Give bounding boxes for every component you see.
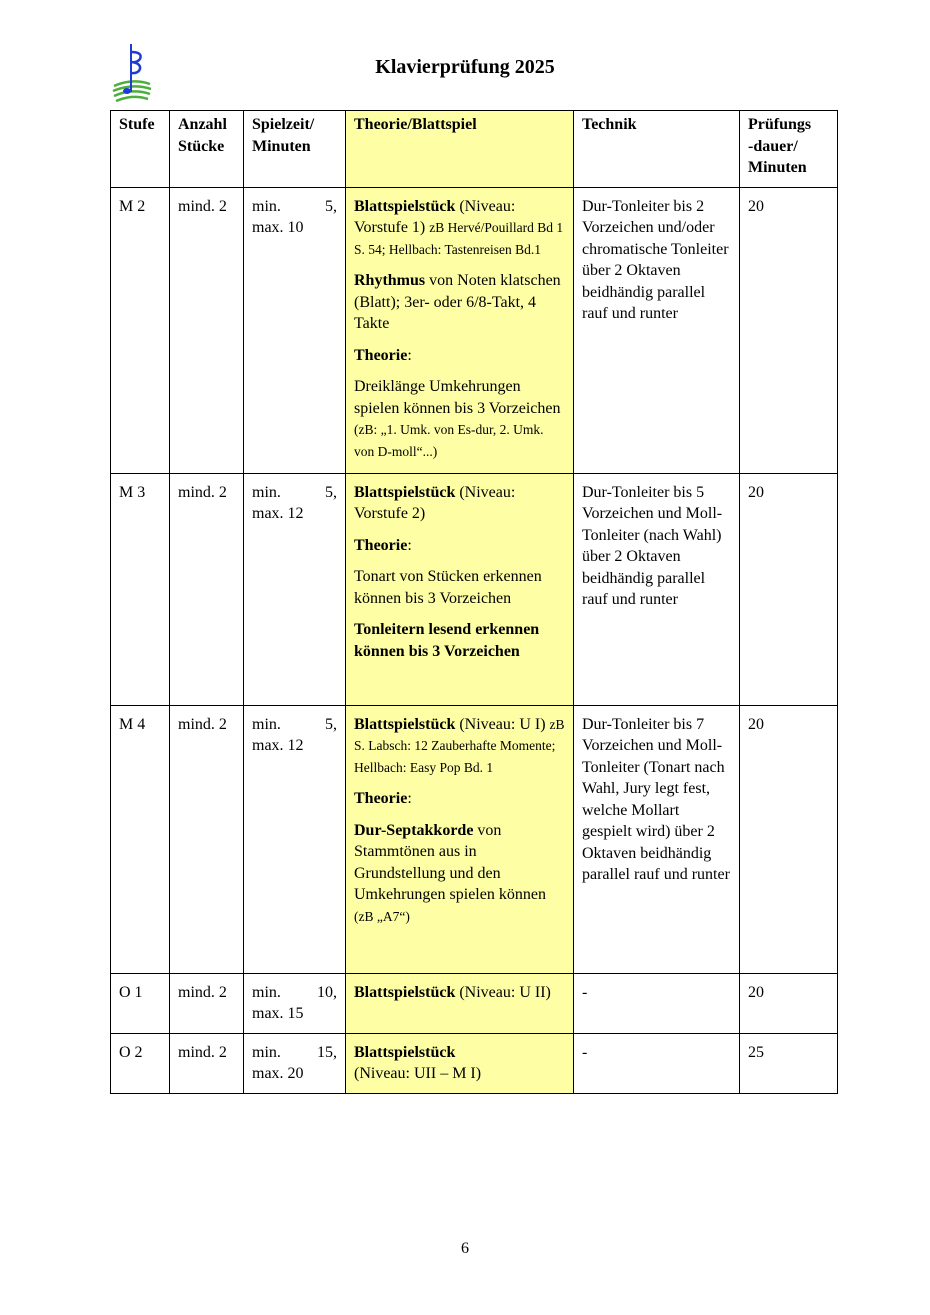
cell-dauer: 20 [740, 187, 838, 473]
cell-stufe: O 1 [111, 973, 170, 1033]
cell-anzahl: mind. 2 [170, 187, 244, 473]
header-anzahl: Anzahl Stücke [170, 111, 244, 188]
page-number: 6 [461, 1240, 469, 1257]
cell-theorie: Blattspielstück (Niveau: Vorstufe 2) Theorie: Tonart von Stücken erkennen können bis 3 Vorzeichen Tonleitern lesend erkennen können bis 3 Vorzeichen [346, 473, 574, 705]
table-header-row [111, 111, 838, 188]
cell-theorie: Blattspielstück (Niveau: U I) zB S. Labsch: 12 Zauberhafte Momente; Hellbach: Easy Pop Bd. 1 Theorie: Dur-Septakkorde von Stammtönen aus in Grundstellung und den Umkehrungen spielen können (zB „A7“) [346, 705, 574, 973]
cell-spielzeit: min. 15, max. 20 [244, 1033, 346, 1093]
table-row [111, 705, 838, 973]
cell-anzahl: mind. 2 [170, 705, 244, 973]
cell-anzahl: mind. 2 [170, 1033, 244, 1093]
cell-spielzeit: min. 5, max. 12 [244, 473, 346, 705]
cell-theorie: Blattspielstück (Niveau: Vorstufe 1) zB Hervé/Pouillard Bd 1 S. 54; Hellbach: Tastenreisen Bd.1 Rhythmus von Noten klatschen (Blatt); 3er- oder 6/8-Takt, 4 Takte Theorie: Dreiklänge Umkehrungen spielen können bis 3 Vorzeichen (zB: „1. Umk. von Es-dur, 2. Umk. von D-moll“...) [346, 187, 574, 473]
cell-spielzeit: min. 10, max. 15 [244, 973, 346, 1033]
header-stufe: Stufe [111, 111, 170, 188]
cell-stufe: O 2 [111, 1033, 170, 1093]
cell-stufe: M 4 [111, 705, 170, 973]
cell-dauer: 20 [740, 973, 838, 1033]
cell-technik: Dur-Tonleiter bis 2 Vorzeichen und/oder chromatische Tonleiter über 2 Oktaven beidhändig parallel rauf und runter [574, 187, 740, 473]
cell-theorie: Blattspielstück (Niveau: UII – M I) [346, 1033, 574, 1093]
header-theorie: Theorie/Blattspiel [346, 111, 574, 188]
table-row [111, 473, 838, 705]
header-spielzeit: Spielzeit/ Minuten [244, 111, 346, 188]
page-title: Klavierprüfung 2025 [375, 56, 555, 78]
cell-dauer: 20 [740, 705, 838, 973]
cell-spielzeit: min. 5, max. 12 [244, 705, 346, 973]
cell-technik: - [574, 1033, 740, 1093]
cell-stufe: M 2 [111, 187, 170, 473]
cell-technik: Dur-Tonleiter bis 5 Vorzeichen und Moll- Tonleiter (nach Wahl) über 2 Oktaven beidhändig parallel rauf und runter [574, 473, 740, 705]
table-row [111, 187, 838, 473]
cell-dauer: 25 [740, 1033, 838, 1093]
header-dauer: Prüfungs -dauer/ Minuten [740, 111, 838, 188]
header-technik: Technik [574, 111, 740, 188]
cell-spielzeit: min. 5, max. 10 [244, 187, 346, 473]
exam-requirements-table [110, 110, 838, 1094]
cell-technik: Dur-Tonleiter bis 7 Vorzeichen und Moll- Tonleiter (Tonart nach Wahl, Jury legt fest, welche Mollart gespielt wird) über 2 Oktaven beidhändig parallel rauf und runter [574, 705, 740, 973]
cell-anzahl: mind. 2 [170, 473, 244, 705]
cell-stufe: M 3 [111, 473, 170, 705]
table-row [111, 973, 838, 1033]
cell-anzahl: mind. 2 [170, 973, 244, 1033]
cell-theorie: Blattspielstück (Niveau: U II) [346, 973, 574, 1033]
cell-technik: - [574, 973, 740, 1033]
cell-dauer: 20 [740, 473, 838, 705]
table-row [111, 1033, 838, 1093]
